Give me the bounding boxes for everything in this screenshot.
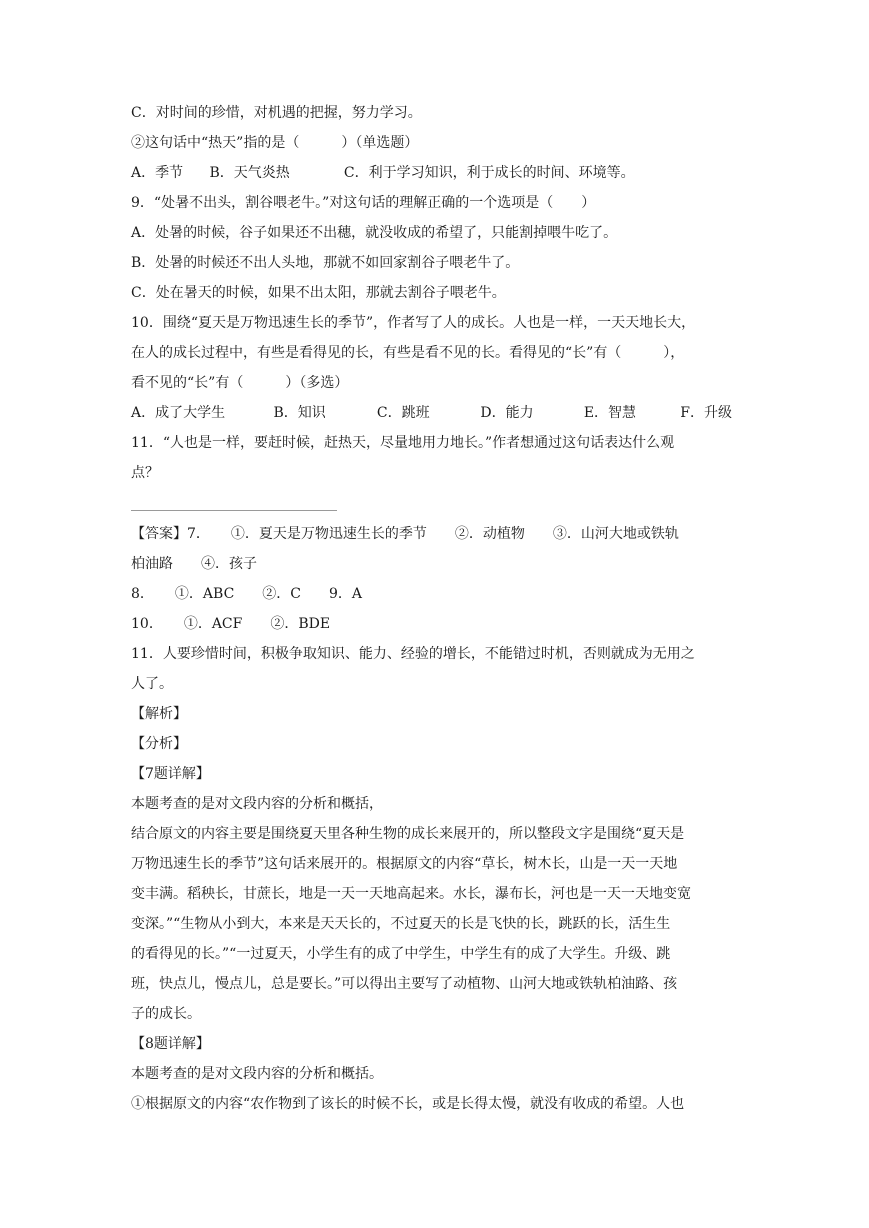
q8-detail-intro: 本题考查的是对文段内容的分析和概括。 — [131, 1066, 383, 1082]
q11-stem-line1: 11．“人也是一样，要赶时候，赶热天，尽量地用力地长。”作者想通过这句话表达什么观 — [131, 435, 675, 451]
q9-option-b: B．处暑的时候还不出人头地，那就不如回家割谷子喂老牛了。 — [131, 255, 520, 271]
q10-option-a: A．成了大学生 — [131, 405, 226, 421]
q9-option-c: C．处在暑天的时候，如果不出太阳，那就去割谷子喂老牛。 — [131, 285, 506, 301]
answer-11-line1: 11．人要珍惜时间，积极争取知识、能力、经验的增长，不能错过时机，否则就成为无用之 — [131, 646, 695, 662]
q10-stem-line2: 在人的成长过程中，有些是看得见的长，有些是看不见的长。看得见的“长”有（ ）， — [131, 345, 685, 361]
q7-detail-intro: 本题考查的是对文段内容的分析和概括， — [131, 796, 383, 812]
q7-detail-heading: 【7题详解】 — [131, 766, 210, 782]
q9-option-a: A．处暑的时候，谷子如果还不出穗，就没收成的希望了，只能割掉喂牛吃了。 — [131, 225, 618, 241]
q7-detail-line7: 子的成长。 — [131, 1006, 201, 1022]
analysis-heading: 【解析】 — [131, 706, 187, 722]
q8-sub2-stem: ②这句话中“热天”指的是（ ）（单选题） — [131, 135, 419, 151]
answer-8-9: 8． ①．ABC ②．C 9．A — [131, 586, 363, 602]
answer-11-line2: 人了。 — [131, 676, 173, 692]
q10-option-d: D．能力 — [480, 405, 534, 421]
q7-detail-line4: 变深。”“生物从小到大，本来是天天长的，不过夏天的长是飞快的长，跳跃的长，活生生 — [131, 916, 671, 932]
section-divider — [131, 510, 337, 511]
answer-7-line2: 柏油路 ④．孩子 — [131, 556, 257, 572]
q10-option-b: B．知识 — [273, 405, 326, 421]
q7-detail-line2: 万物迅速生长的季节”这句话来展开的。根据原文的内容“草长，树木长，山是一天一天地 — [131, 856, 678, 872]
answer-10: 10． ①．ACF ②．BDE — [131, 616, 331, 632]
q8-detail-line1: ①根据原文的内容“农作物到了该长的时候不长，或是长得太慢，就没有收成的希望。人也 — [131, 1096, 685, 1112]
q10-option-f: F．升级 — [680, 405, 732, 421]
q8-sub2-option-c: C．利于学习知识，利于成长的时间、环境等。 — [343, 165, 635, 181]
q8-sub2-option-a: A．季节 — [131, 165, 184, 181]
q7-detail-line5: 的看得见的长。”“一过夏天，小学生有的成了中学生，中学生有的成了大学生。升级、跳 — [131, 946, 671, 962]
q7-detail-line6: 班，快点儿，慢点儿，总是要长。”可以得出主要写了动植物、山河大地或铁轨柏油路、孩 — [131, 976, 678, 992]
answer-7-line1: 【答案】7． ①．夏天是万物迅速生长的季节 ②．动植物 ③．山河大地或铁轨 — [131, 526, 679, 542]
q8-detail-heading: 【8题详解】 — [131, 1036, 210, 1052]
q11-stem-line2: 点？ — [131, 465, 159, 481]
q8-option-c: C．对时间的珍惜，对机遇的把握，努力学习。 — [131, 105, 422, 121]
q10-option-e: E．智慧 — [583, 405, 637, 421]
q10-stem-line3: 看不见的“长”有（ ）（多选） — [131, 375, 349, 391]
q8-sub2-options — [131, 158, 741, 188]
document-page — [131, 98, 741, 1119]
q10-options — [131, 398, 741, 428]
q9-stem: 9．“处暑不出头，割谷喂老牛。”对这句话的理解正确的一个选项是（ ） — [131, 195, 596, 211]
q10-option-c: C．跳班 — [376, 405, 430, 421]
q7-detail-line3: 变丰满。稻秧长，甘蔗长，地是一天一天地高起来。水长，瀑布长，河也是一天一天地变宽 — [131, 886, 691, 902]
breakdown-heading: 【分析】 — [131, 736, 187, 752]
q10-stem-line1: 10．围绕“夏天是万物迅速生长的季节”，作者写了人的成长。人也是一样，一天天地长大， — [131, 315, 696, 331]
q8-sub2-option-b: B．天气炎热 — [209, 165, 290, 181]
q7-detail-line1: 结合原文的内容主要是围绕夏天里各种生物的成长来展开的，所以整段文字是围绕“夏天是 — [131, 826, 685, 842]
